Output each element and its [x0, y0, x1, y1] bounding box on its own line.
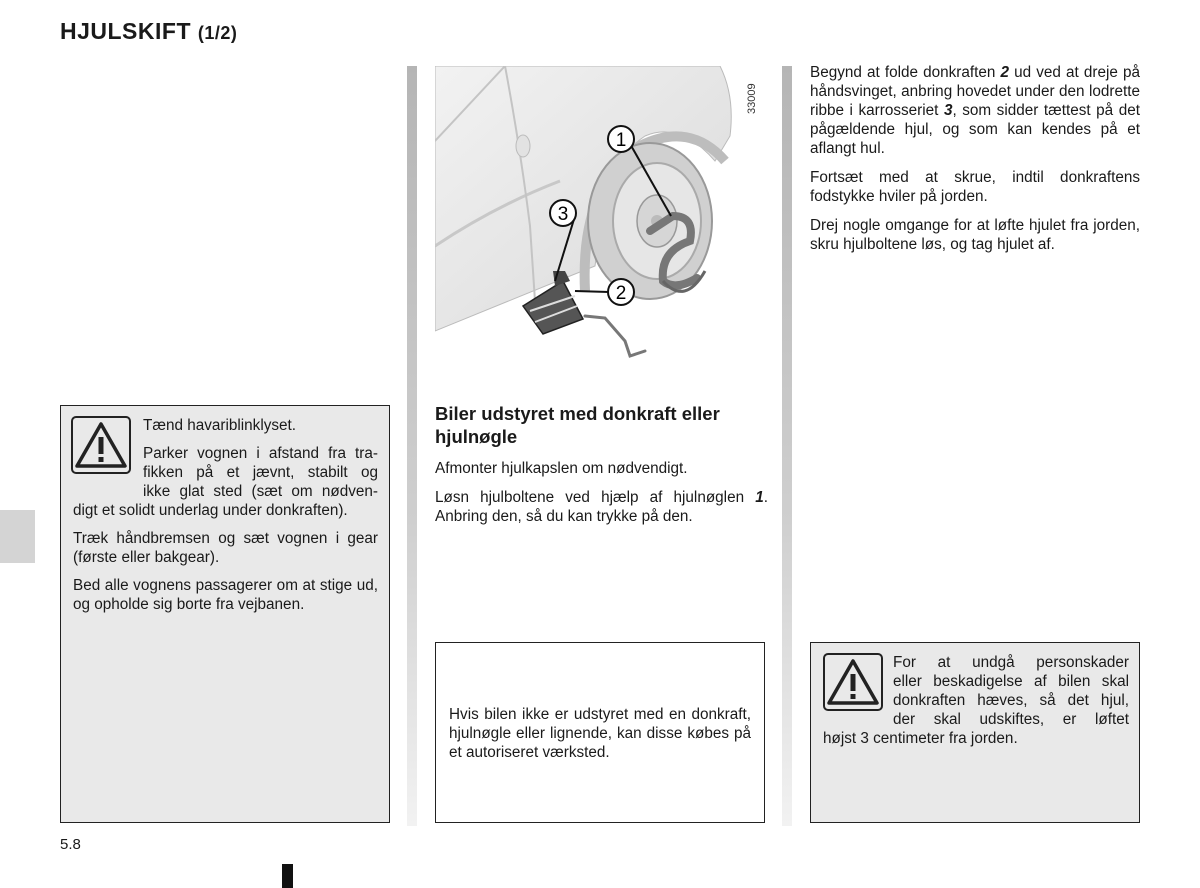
figure-code: 33009	[746, 83, 758, 114]
warning-right-line-5: højst 3 centimeter fra jorden.	[823, 730, 1018, 747]
jack-illustration	[435, 66, 775, 376]
ref-1: 1	[755, 489, 764, 506]
instruction-continue: Fortsæt med at skrue, indtil donkraftens fodstykke hviler på jorden.	[810, 169, 1140, 205]
warning-box-right	[810, 642, 1140, 823]
print-mark	[282, 864, 293, 888]
warning-triangle-icon	[823, 653, 883, 711]
column-divider-right	[782, 66, 792, 826]
warning-right-line-2: eller beskadigelse af bilen skal	[893, 673, 1129, 690]
chapter-tab	[0, 510, 35, 563]
page-title-part: (1/2)	[197, 23, 238, 43]
callout-3: 3	[557, 204, 569, 225]
warning-text-parking-2: fikken på et jævnt, stabilt og	[143, 464, 378, 481]
warning-right-line-1: For at undgå personskader	[893, 654, 1129, 671]
page-title-main: HJULSKIFT	[60, 18, 191, 44]
page-number: 5.8	[60, 836, 81, 853]
warning-text-parking-3: ikke glat sted (sæt om nødven-	[143, 483, 378, 500]
warning-right-line-3: donkraften hæves, så det hjul,	[893, 692, 1129, 709]
page-title	[60, 18, 237, 45]
warning-text-hazard: Tænd havariblinklyset.	[143, 417, 297, 434]
instruction-unfold-jack: Begynd at folde donkraften 2 ud ved at dreje på håndsvinget, anbring hovedet under den lodrette ribbe i karrosseriet 3, som sidder tættest på det pågældende hjul, og som kan kendes på et aflangt hul.	[810, 64, 1140, 157]
instruction-hubcap: Afmonter hjulkapslen om nødvendigt.	[435, 460, 688, 477]
section-heading: Biler udstyret med donkraft eller hjulnøgle	[435, 403, 720, 447]
callout-2: 2	[615, 283, 627, 304]
warning-triangle-icon	[71, 416, 131, 474]
warning-right-line-4: der skal udskiftes, er løftet	[893, 711, 1129, 728]
note-box	[435, 642, 765, 823]
ref-2: 2	[1000, 64, 1010, 81]
warning-text-parking-4: digt et solidt underlag under donkraften).	[73, 502, 348, 519]
warning-box-left	[60, 405, 390, 823]
ref-3: 3	[943, 102, 953, 119]
instruction-loosen-bolts: Løsn hjulboltene ved hjælp af hjulnøglen 1. Anbring den, så du kan trykke på den.	[435, 489, 768, 525]
warning-text-passengers: Bed alle vognens passagerer om at stige ud, og opholde sig borte fra vejbanen.	[73, 577, 378, 613]
column-divider-left	[407, 66, 417, 826]
warning-text-handbrake: Træk håndbremsen og sæt vognen i gear (første eller bakgear).	[73, 530, 378, 566]
callout-1: 1	[615, 130, 627, 151]
instruction-lift: Drej nogle omgange for at løfte hjulet fra jorden, skru hjulboltene løs, og tag hjulet af.	[810, 217, 1140, 253]
note-text: Hvis bilen ikke er udstyret med en donkraft, hjulnøgle eller lignende, kan disse købes på et autoriseret værksted.	[449, 706, 751, 761]
warning-text-parking-1: Parker vognen i afstand fra tra-	[143, 445, 378, 462]
